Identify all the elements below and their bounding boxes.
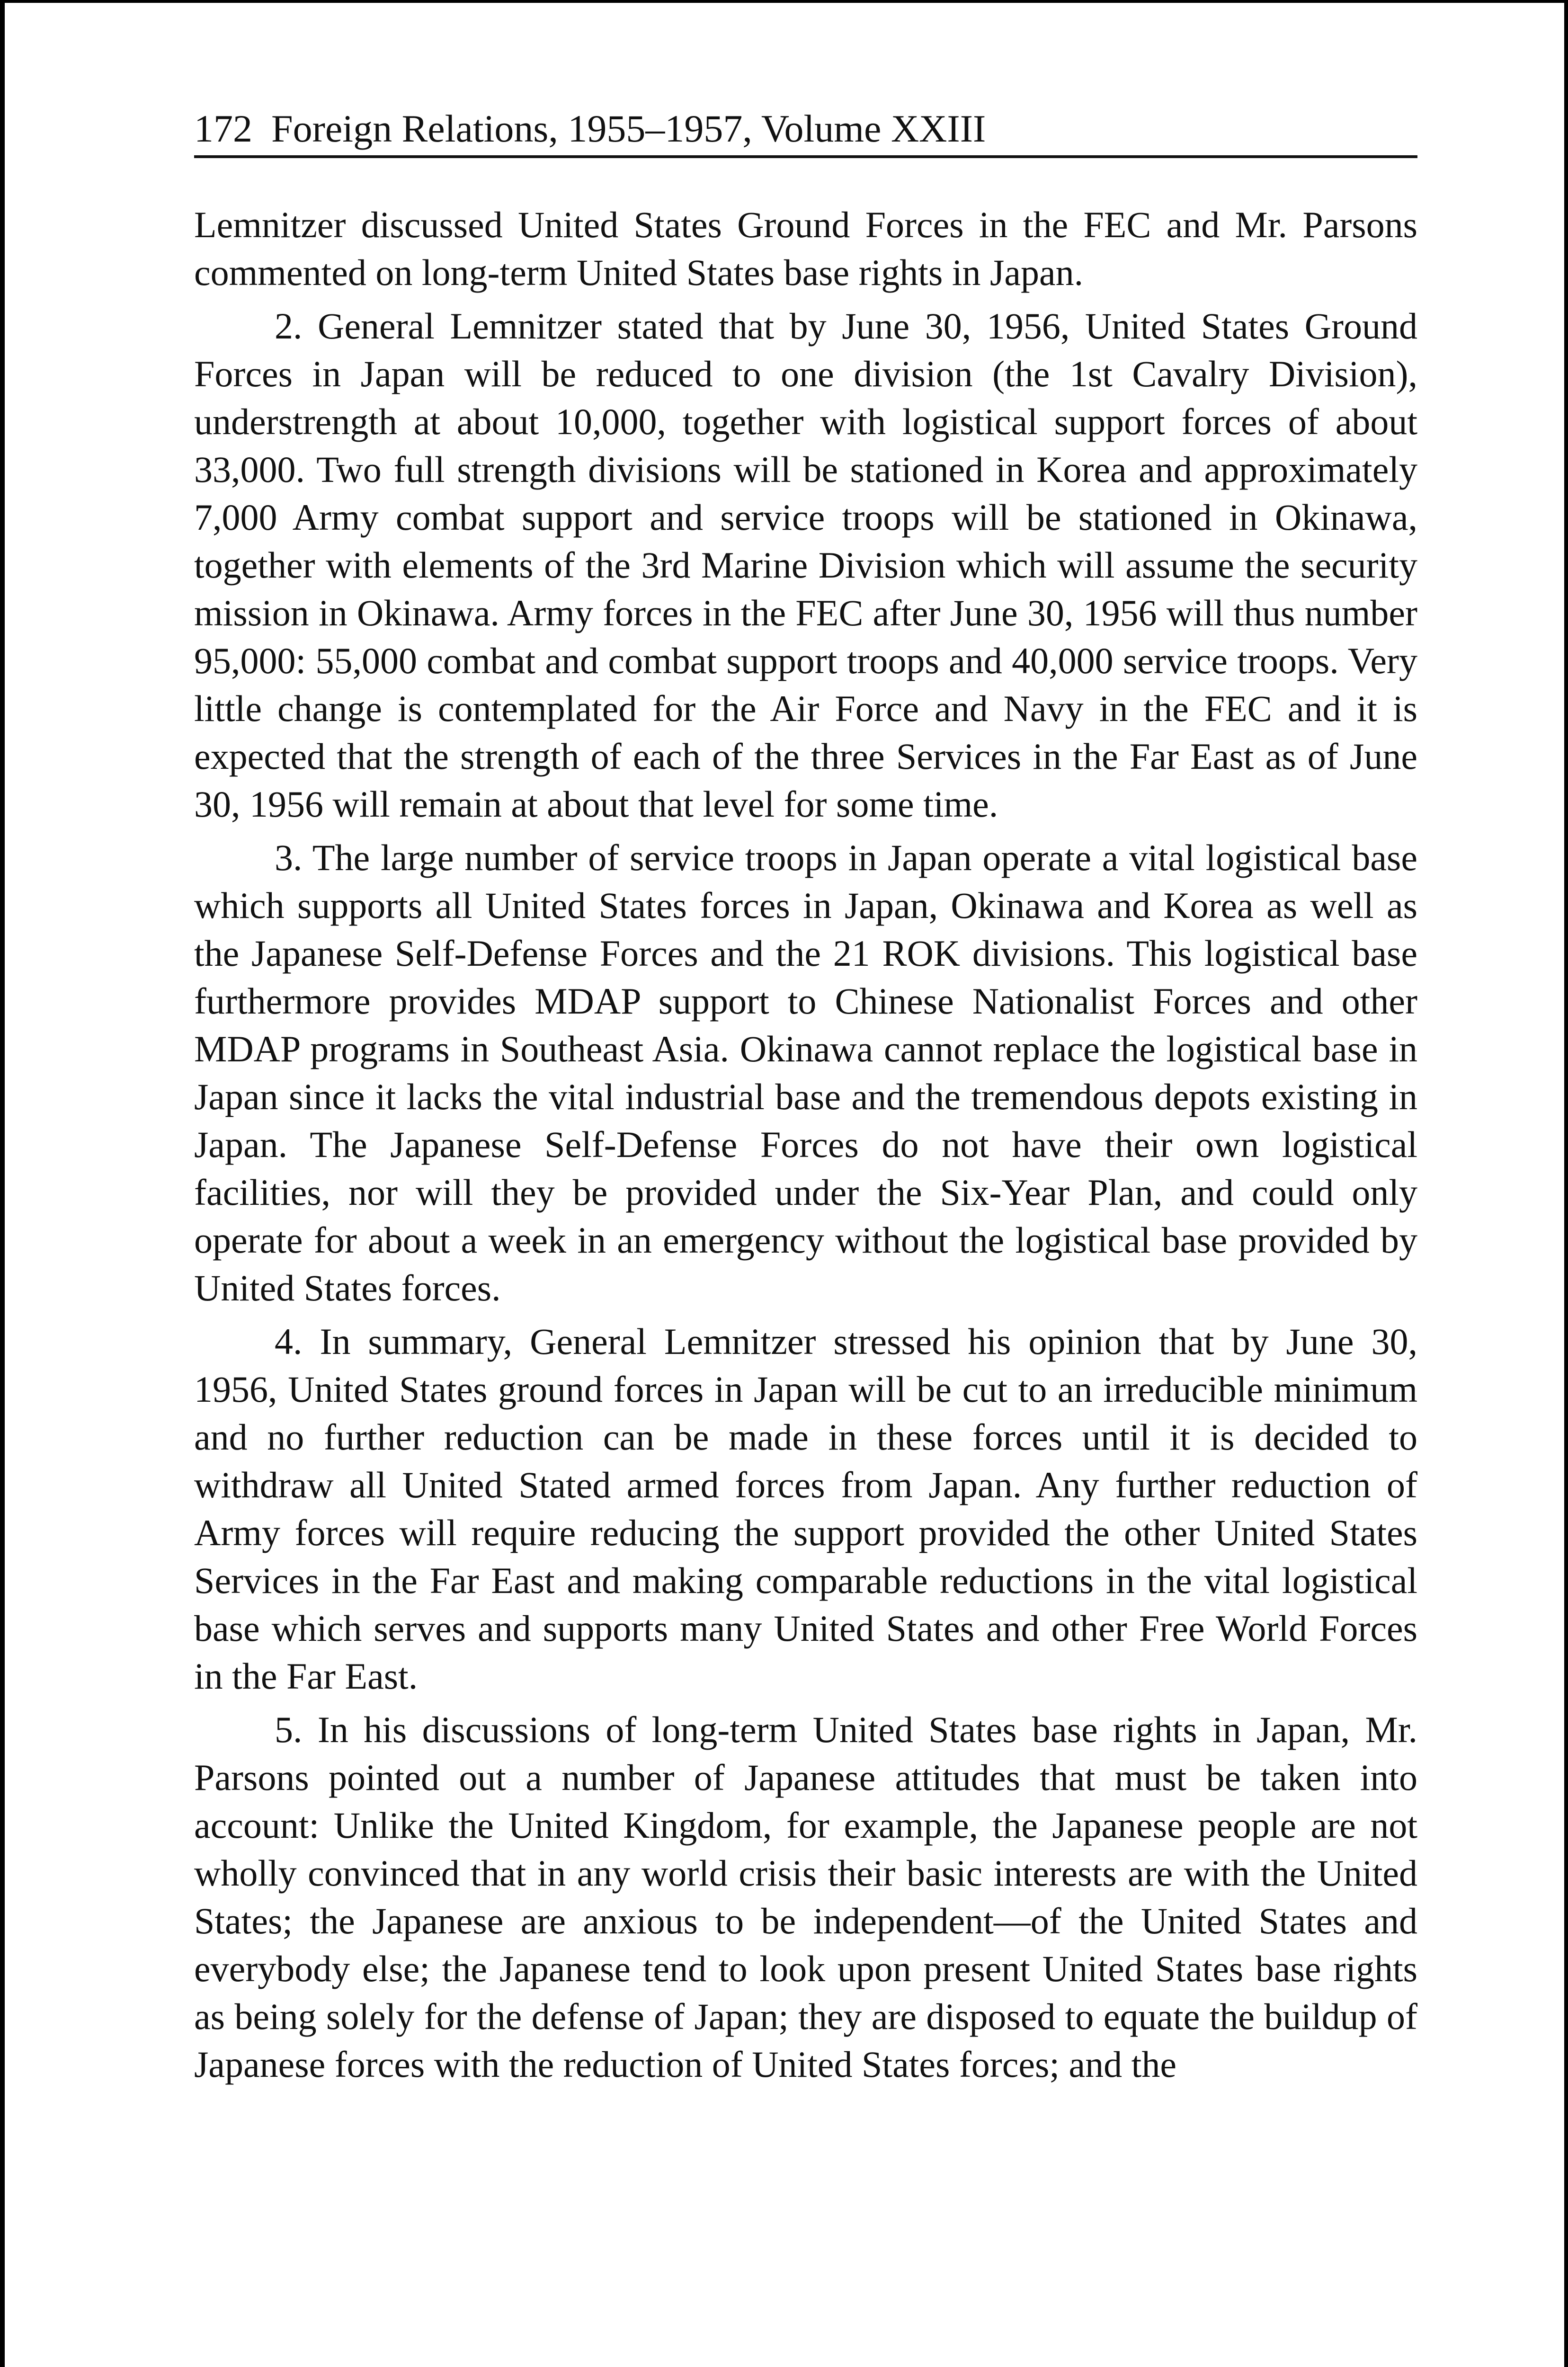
volume-title: Foreign Relations, 1955–1957, Volume XXIII xyxy=(271,107,986,150)
paragraph-2: 2. General Lemnitzer stated that by June 30, 1956, United States Ground Forces in Japan will be reduced to one division (the 1st Cavalry Division), understrength at about 10,000, together with logistical support forces of about 33,000. Two full strength divisions will be stationed in Korea and approximately 7,000 Army combat support and service troops will be stationed in Okinawa, together with elements of the 3rd Marine Division which will assume the security mission in Okinawa. Army forces in the FEC after June 30, 1956 will thus number 95,000: 55,000 combat and combat support troops and 40,000 service troops. Very little change is contemplated for the Air Force and Navy in the FEC and it is expected that the strength of each of the three Services in the Far East as of June 30, 1956 will remain at about that level for some time. xyxy=(194,305,1417,825)
paragraph-continuation: Lemnitzer discussed United States Ground Forces in the FEC and Mr. Parsons commented on long-term United States base rights in Japan. xyxy=(194,204,1417,293)
page-number: 172 xyxy=(194,107,252,150)
paragraph-3: 3. The large number of service troops in Japan operate a vital logistical base which supports all United States forces in Japan, Okinawa and Korea as well as the Japanese Self-Defense Forces and the 21 ROK divisions. This logistical base furthermore provides MDAP support to Chinese Nationalist Forces and other MDAP programs in Southeast Asia. Okinawa cannot replace the logistical base in Japan since it lacks the vital industrial base and the tremendous depots existing in Japan. The Japanese Self-Defense Forces do not have their own logistical facilities, nor will they be provided under the Six-Year Plan, and could only operate for about a week in an emergency without the logistical base provided by United States forces. xyxy=(194,837,1417,1308)
document-page xyxy=(194,105,1417,2094)
body-text xyxy=(194,201,1417,2088)
paragraph-4: 4. In summary, General Lemnitzer stressed his opinion that by June 30, 1956, United States ground forces in Japan will be cut to an irreducible minimum and no further reduction can be made in these forces until it is decided to withdraw all United Stated armed forces from Japan. Any further reduction of Army forces will require reducing the support provided the other United States Services in the Far East and making comparable reductions in the vital logistical base which serves and supports many United States and other Free World Forces in the Far East. xyxy=(194,1321,1417,1697)
running-head xyxy=(194,105,1417,158)
paragraph-5: 5. In his discussions of long-term United States base rights in Japan, Mr. Parsons pointed out a number of Japanese attitudes that must be taken into account: Unlike the United Kingdom, for example, the Japanese people are not wholly convinced that in any world crisis their basic interests are with the United States; the Japanese are anxious to be independent—of the United States and everybody else; the Japanese tend to look upon present United States base rights as being solely for the defense of Japan; they are disposed to equate the buildup of Japanese forces with the reduction of United States forces; and the xyxy=(194,1709,1417,2085)
